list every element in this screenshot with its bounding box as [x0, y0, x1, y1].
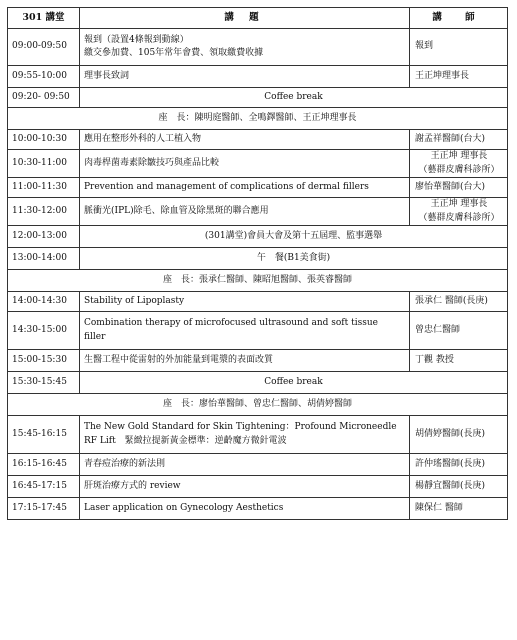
- time-slot: 15:45-16:15: [8, 416, 80, 454]
- speaker-cell: [410, 476, 508, 498]
- topic-cell: [80, 292, 410, 312]
- topic-cell: [80, 312, 410, 350]
- table-row: [8, 150, 508, 178]
- table-row: [8, 394, 508, 416]
- speaker-cell: [410, 498, 508, 520]
- speaker-cell: [410, 198, 508, 226]
- table-row: [8, 350, 508, 372]
- time-slot: 16:15-16:45: [8, 454, 80, 476]
- speaker-line: 陳保仁 醫師: [415, 502, 463, 513]
- topic-line: Prevention and management of complications of dermal fillers: [84, 181, 369, 192]
- speaker-line: 曾忠仁醫師: [415, 324, 461, 335]
- break-or-event-cell: Coffee break: [80, 372, 508, 394]
- table-row: [8, 476, 508, 498]
- topic-cell: [80, 130, 410, 150]
- table-row: [8, 372, 508, 394]
- speaker-line: 報到: [415, 41, 434, 52]
- header-room: 301 講堂: [8, 8, 80, 29]
- topic-line: 青春痘治療的新法則: [84, 458, 166, 469]
- time-slot: 13:00-14:00: [8, 248, 80, 270]
- topic-line: 生醫工程中從雷射的外加能量到電漿的表面改質: [84, 354, 274, 365]
- table-row: [8, 66, 508, 88]
- time-slot: 09:00-09:50: [8, 29, 80, 66]
- speaker-line: 丁觀 教授: [415, 354, 454, 365]
- session-chair-row: 座 長：廖怡華醫師、曾忠仁醫師、胡倩婷醫師: [8, 394, 508, 416]
- break-or-event-cell: (301講堂)會員大會及第十五屆理、監事選舉: [80, 226, 508, 248]
- topic-cell: [80, 350, 410, 372]
- topic-line: Combination therapy of microfocused ultrasound and soft tissue: [84, 318, 378, 328]
- topic-line: Laser application on Gynecology Aesthetics: [84, 502, 284, 513]
- topic-line: 繳交參加費、105年常年會費、領取繳費收據: [84, 48, 264, 58]
- table-header-row: [8, 8, 508, 29]
- speaker-cell: [410, 350, 508, 372]
- table-row: [8, 292, 508, 312]
- time-slot: 11:30-12:00: [8, 198, 80, 226]
- speaker-line: 王正坤 理事長: [430, 151, 488, 161]
- table-row: [8, 312, 508, 350]
- table-row: [8, 226, 508, 248]
- topic-line: The New Gold Standard for Skin Tightening：Profound Microneedle: [84, 422, 397, 432]
- table-row: [8, 498, 508, 520]
- topic-line: filler: [84, 331, 106, 342]
- speaker-line: （藝群皮膚科診所）: [418, 212, 500, 223]
- time-slot: 15:30-15:45: [8, 372, 80, 394]
- topic-line: 脈衝光(IPL)除毛、除血管及除黑斑的聯合應用: [84, 205, 269, 216]
- speaker-line: （藝群皮膚科診所）: [418, 164, 500, 175]
- topic-line: 報到（設置4條報到動線）: [84, 34, 189, 45]
- table-row: [8, 130, 508, 150]
- break-or-event-cell: Coffee break: [80, 88, 508, 108]
- speaker-line: 楊靜宜醫師(長庚): [415, 480, 486, 491]
- speaker-cell: [410, 178, 508, 198]
- speaker-line: 王正坤理事長: [415, 70, 470, 81]
- table-row: [8, 198, 508, 226]
- topic-cell: [80, 198, 410, 226]
- time-slot: 14:30-15:00: [8, 312, 80, 350]
- topic-cell: [80, 454, 410, 476]
- speaker-cell: [410, 416, 508, 454]
- table-row: [8, 416, 508, 454]
- topic-cell: [80, 416, 410, 454]
- topic-line: Stability of Lipoplasty: [84, 295, 185, 306]
- time-slot: 12:00-13:00: [8, 226, 80, 248]
- session-chair-row: 座 長：張承仁醫師、陳昭旭醫師、張英睿醫師: [8, 270, 508, 292]
- time-slot: 17:15-17:45: [8, 498, 80, 520]
- speaker-cell: [410, 29, 508, 66]
- time-slot: 09:20- 09:50: [8, 88, 80, 108]
- table-row: [8, 88, 508, 108]
- topic-cell: [80, 29, 410, 66]
- topic-cell: [80, 150, 410, 178]
- session-chair-row: 座 長：陳明庭醫師、全鳴鐸醫師、王正坤理事長: [8, 108, 508, 130]
- speaker-line: 王正坤 理事長: [430, 199, 488, 209]
- time-slot: 11:00-11:30: [8, 178, 80, 198]
- table-row: [8, 29, 508, 66]
- time-slot: 16:45-17:15: [8, 476, 80, 498]
- time-slot: 10:00-10:30: [8, 130, 80, 150]
- header-topic: 講 題: [80, 8, 410, 29]
- time-slot: 09:55-10:00: [8, 66, 80, 88]
- topic-line: 肉毒桿菌毒素除皺技巧與產品比較: [84, 157, 220, 168]
- topic-cell: [80, 498, 410, 520]
- topic-line: 應用在整形外科的人工植入物: [84, 133, 202, 144]
- speaker-cell: [410, 66, 508, 88]
- header-speaker: 講 師: [410, 8, 508, 29]
- topic-line: 理事長致詞: [84, 70, 130, 81]
- topic-line: 肝斑治療方式的 review: [84, 480, 181, 491]
- speaker-line: 許仲瑤醫師(長庚): [415, 458, 486, 469]
- time-slot: 15:00-15:30: [8, 350, 80, 372]
- table-row: [8, 248, 508, 270]
- speaker-cell: [410, 454, 508, 476]
- speaker-cell: [410, 292, 508, 312]
- speaker-line: 謝孟祥醫師(台大): [415, 133, 486, 144]
- program-schedule-table: [7, 7, 508, 520]
- table-row: [8, 270, 508, 292]
- speaker-cell: [410, 150, 508, 178]
- speaker-line: 胡倩婷醫師(長庚): [415, 428, 486, 439]
- speaker-cell: [410, 130, 508, 150]
- topic-cell: [80, 178, 410, 198]
- speaker-cell: [410, 312, 508, 350]
- table-row: [8, 108, 508, 130]
- table-row: [8, 454, 508, 476]
- speaker-line: 張承仁 醫師(長庚): [415, 295, 488, 306]
- topic-cell: [80, 476, 410, 498]
- topic-cell: [80, 66, 410, 88]
- schedule-body: [8, 29, 508, 520]
- time-slot: 14:00-14:30: [8, 292, 80, 312]
- speaker-line: 廖怡華醫師(台大): [415, 181, 486, 192]
- break-or-event-cell: 午 餐(B1美食街): [80, 248, 508, 270]
- topic-line: RF Lift 緊緻拉提新黃金標準：逆齡魔方微針電波: [84, 435, 287, 446]
- table-row: [8, 178, 508, 198]
- time-slot: 10:30-11:00: [8, 150, 80, 178]
